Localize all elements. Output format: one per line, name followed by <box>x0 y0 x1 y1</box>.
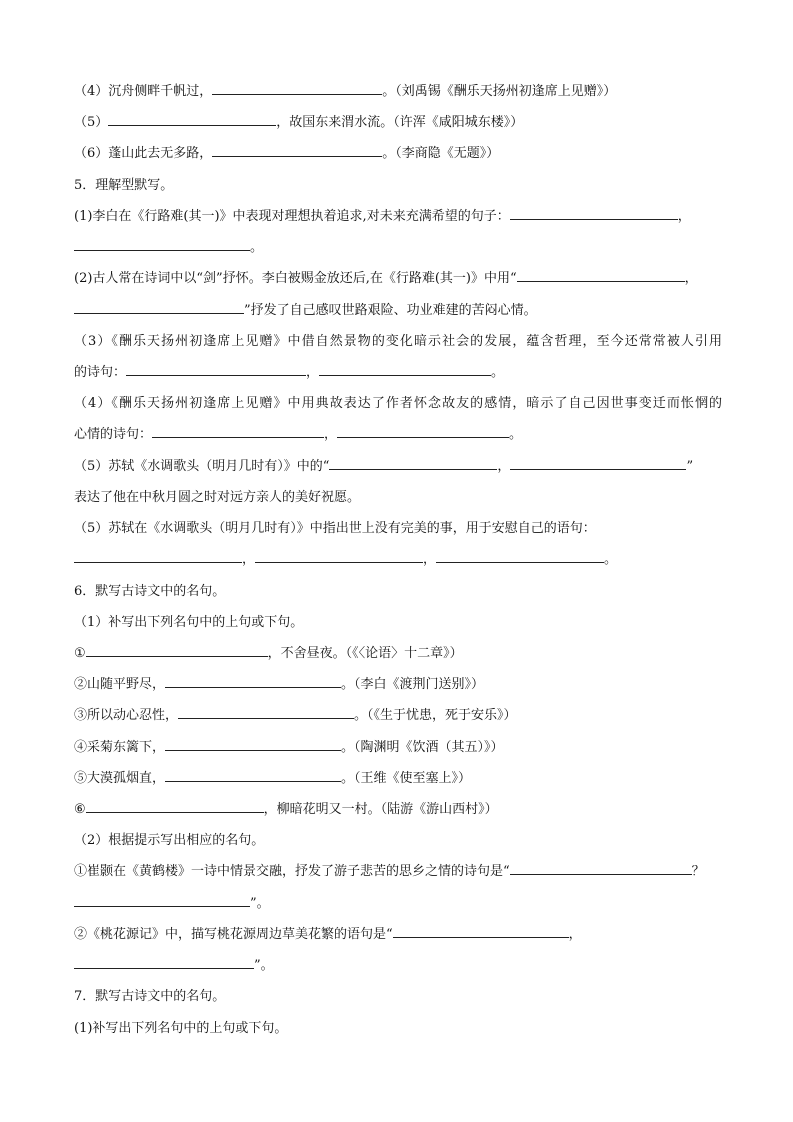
line-text: ”抒发了自己感叹世路艰险、功业难建的苦闷心情。 <box>244 302 537 318</box>
line-text: ， <box>242 552 256 568</box>
text-line <box>74 700 722 731</box>
answer-blank[interactable] <box>178 706 354 719</box>
line-text: ⑥ <box>74 802 86 818</box>
text-line <box>74 107 722 138</box>
line-text: （4）《酬乐天扬州初逢席上见赠》中用典故表达了作者怀念故友的感情，暗示了自己因世事变迁而怅惘的 <box>74 396 722 412</box>
line-text: 。 <box>604 552 618 568</box>
line-text: （2）根据提示写出相应的名句。 <box>74 833 265 849</box>
text-line <box>74 607 722 638</box>
answer-blank[interactable] <box>74 550 242 563</box>
line-text: 。 <box>491 364 505 380</box>
line-text: （5） <box>74 115 109 131</box>
text-line <box>74 357 722 388</box>
line-text: ，柳暗花明又一村。（陆游《游山西村》） <box>263 802 498 818</box>
text-line <box>74 388 722 419</box>
line-text: 。（李白《渡荆门送别》） <box>341 677 485 693</box>
text-line <box>74 295 722 326</box>
answer-blank[interactable] <box>510 207 678 220</box>
answer-blank[interactable] <box>212 82 382 95</box>
answer-blank[interactable] <box>86 644 268 657</box>
line-text: 6．默写古诗文中的名句。 <box>74 583 226 599</box>
line-text: (1)李白在《行路难(其一)》中表现对理想执着追求,对未来充满希望的句子： <box>74 208 510 224</box>
text-line <box>74 1013 722 1044</box>
line-text: ① <box>74 645 86 661</box>
text-line <box>74 638 722 669</box>
line-text: 。 <box>250 240 264 256</box>
line-text: ， <box>324 427 338 443</box>
text-line <box>74 794 722 825</box>
answer-blank[interactable] <box>165 675 341 688</box>
line-text: （5）苏轼在《水调歌头（明月几时有）》中指出世上没有完美的事，用于安慰自己的语句： <box>74 521 596 537</box>
line-text: ，故国东来渭水流。（许浑《咸阳城东楼》） <box>276 115 524 131</box>
line-text: 心情的诗句： <box>74 427 153 443</box>
line-text: 。（刘禹锡《酬乐天扬州初逢席上见赠》） <box>382 84 617 99</box>
line-text: (2)古人常在诗词中以“剑”抒怀。李白被赐金放还后,在《行路难(其一)》中用“ <box>74 271 517 287</box>
text-line <box>74 919 722 950</box>
line-text: 7．默写古诗文中的名句。 <box>74 989 226 1005</box>
answer-blank[interactable] <box>319 363 491 376</box>
line-text: （6）蓬山此去无多路， <box>74 146 213 162</box>
text-line <box>74 856 722 887</box>
answer-blank[interactable] <box>255 550 423 563</box>
line-text: 。（李商隐《无题》） <box>382 146 500 162</box>
text-line <box>74 138 722 169</box>
answer-blank[interactable] <box>74 301 244 314</box>
line-text: ， <box>497 458 511 474</box>
text-line <box>74 482 722 513</box>
answer-blank[interactable] <box>165 738 341 751</box>
answer-blank[interactable] <box>108 113 276 126</box>
text-line <box>74 825 722 856</box>
text-line <box>74 513 722 544</box>
text-line <box>74 576 722 607</box>
answer-blank[interactable] <box>517 269 685 282</box>
line-text: ，不舍昼夜。（《〈论语〉十二章》） <box>267 645 463 661</box>
answer-blank[interactable] <box>74 894 250 907</box>
line-text: 。（王维《使至塞上》） <box>341 770 472 786</box>
text-line <box>74 263 722 294</box>
line-text: ③所以动心忍性， <box>74 708 179 724</box>
answer-blank[interactable] <box>510 862 692 875</box>
line-text: ， <box>684 271 698 287</box>
text-line <box>74 763 722 794</box>
answer-blank[interactable] <box>126 363 306 376</box>
text-line <box>74 544 722 575</box>
line-text: （4）沉舟侧畔千帆过， <box>74 84 213 99</box>
line-text: ”。 <box>254 958 274 974</box>
answer-blank[interactable] <box>436 550 604 563</box>
text-line <box>74 732 722 763</box>
line-text: ”。 <box>250 895 270 911</box>
text-line <box>74 201 722 232</box>
line-text: ， <box>568 926 582 942</box>
text-line <box>74 232 722 263</box>
line-text: （1）补写出下列名句中的上句或下句。 <box>74 614 304 630</box>
answer-blank[interactable] <box>329 457 497 470</box>
answer-blank[interactable] <box>510 457 686 470</box>
answer-blank[interactable] <box>74 956 254 969</box>
worksheet-page <box>74 76 722 1044</box>
line-text: ②山随平野尽， <box>74 677 166 693</box>
text-line <box>74 451 722 482</box>
line-text: （3）《酬乐天扬州初逢席上见赠》中借自然景物的变化暗示社会的发展，蕴含哲理，至今还常常被人引用 <box>74 333 722 349</box>
line-text: ， <box>423 552 437 568</box>
line-text: 。（《生于忧患，死于安乐》） <box>354 708 517 724</box>
line-text: ， <box>677 208 691 224</box>
text-line <box>74 888 722 919</box>
text-line <box>74 326 722 357</box>
answer-blank[interactable] <box>86 800 264 813</box>
line-text: （5）苏轼《水调歌头（明月几时有）》中的“ <box>74 458 330 474</box>
line-text: ④采菊东篱下， <box>74 739 166 755</box>
line-text: 5．理解型默写。 <box>74 177 174 193</box>
line-text: 。 <box>509 427 523 443</box>
text-line <box>74 76 722 107</box>
line-text: 。（陶渊明《饮酒（其五）》） <box>341 739 504 755</box>
answer-blank[interactable] <box>393 925 569 938</box>
text-line <box>74 981 722 1012</box>
text-line <box>74 419 722 450</box>
text-line <box>74 170 722 201</box>
line-text: ⑤大漠孤烟直， <box>74 770 166 786</box>
text-line <box>74 669 722 700</box>
answer-blank[interactable] <box>152 425 324 438</box>
answer-blank[interactable] <box>337 425 509 438</box>
answer-blank[interactable] <box>165 769 341 782</box>
line-text: ” <box>686 458 694 474</box>
line-text: 表达了他在中秋月圆之时对远方亲人的美好祝愿。 <box>74 489 361 505</box>
line-text: ， <box>306 364 320 380</box>
line-text: (1)补写出下列名句中的上句或下句。 <box>74 1020 288 1036</box>
line-text: ②《桃花源记》中，描写桃花源周边草美花繁的语句是“ <box>74 926 393 942</box>
line-text: 的诗句： <box>74 364 127 380</box>
answer-blank[interactable] <box>212 144 382 157</box>
line-text: ？ <box>691 864 705 880</box>
line-text: ①崔颢在《黄鹤楼》一诗中情景交融，抒发了游子悲苦的思乡之情的诗句是“ <box>74 864 510 880</box>
answer-blank[interactable] <box>74 238 250 251</box>
text-line <box>74 950 722 981</box>
